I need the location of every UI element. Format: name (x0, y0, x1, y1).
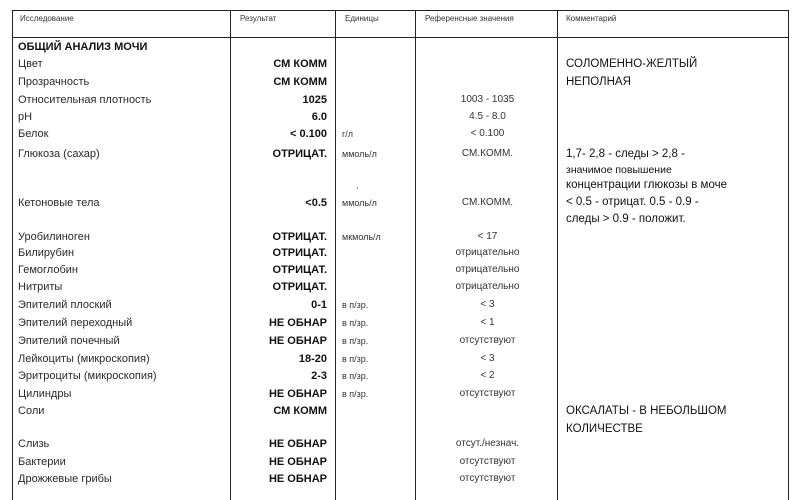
row-result: ОТРИЦАТ. (272, 247, 327, 259)
row-result: НЕ ОБНАР (268, 438, 327, 450)
column-divider (335, 10, 336, 500)
row-reference: < 0.100 (470, 128, 505, 139)
row-units: ммоль/л (342, 198, 377, 208)
header-result: Результат (240, 14, 277, 23)
row-name: Билирубин (18, 247, 75, 259)
column-divider (230, 10, 231, 500)
row-result: ОТРИЦАТ. (272, 264, 327, 276)
row-result: 18-20 (298, 353, 327, 365)
row-units: в п/зр. (342, 318, 369, 328)
row-name: pH (18, 111, 33, 123)
row-units: в п/зр. (342, 389, 369, 399)
row-name: Уробилиноген (18, 231, 90, 243)
row-result: 1025 (302, 94, 327, 106)
row-result: ОТРИЦАТ. (272, 231, 327, 243)
row-name: Кетоновые тела (18, 197, 100, 209)
row-reference: СМ.КОММ. (461, 197, 514, 208)
row-name: Глюкоза (сахар) (18, 148, 100, 160)
column-divider (557, 10, 558, 500)
row-name: Относительная плотность (18, 94, 152, 106)
row-units: в п/зр. (342, 336, 369, 346)
column-divider (415, 10, 416, 500)
comment-color: СОЛОМЕННО-ЖЕЛТЫЙ (566, 58, 698, 70)
row-name: Эпителий почечный (18, 335, 120, 347)
row-result: НЕ ОБНАР (268, 456, 327, 468)
row-units: ммоль/л (342, 149, 377, 159)
row-reference: 4.5 - 8.0 (469, 111, 506, 122)
row-result: ОТРИЦАТ. (272, 281, 327, 293)
row-name: Цилиндры (18, 388, 72, 400)
row-result: НЕ ОБНАР (268, 335, 327, 347)
comment-salts-line: КОЛИЧЕСТВЕ (566, 423, 643, 435)
header-divider (12, 37, 789, 38)
row-units: г/л (342, 129, 354, 139)
comment-glucose-line: 1,7- 2,8 - следы > 2,8 - (566, 148, 685, 160)
header-comment: Комментарий (566, 14, 617, 23)
row-units: в п/зр. (342, 300, 369, 310)
row-result: < 0.100 (289, 128, 327, 140)
row-reference: < 3 (480, 299, 495, 310)
row-reference: отсутствуют (459, 456, 516, 467)
header-reference: Референсные значения (425, 14, 514, 23)
row-reference: отсутствуют (459, 388, 516, 399)
row-reference: отрицательно (455, 281, 520, 292)
row-reference: отсутствуют (459, 473, 516, 484)
comment-glucose-line: концентрации глюкозы в моче (566, 179, 727, 191)
row-name: Слизь (18, 438, 50, 450)
row-result: НЕ ОБНАР (268, 388, 327, 400)
row-name: Прозрачность (18, 76, 90, 88)
row-result: СМ КОММ (273, 405, 327, 417)
section-title: ОБЩИЙ АНАЛИЗ МОЧИ (18, 41, 148, 53)
row-reference: отсут./незнач. (455, 438, 520, 449)
row-name: Нитриты (18, 281, 63, 293)
row-result: 6.0 (311, 111, 327, 123)
row-reference: отрицательно (455, 264, 520, 275)
row-result: СМ КОММ (273, 76, 327, 88)
row-units: в п/зр. (342, 354, 369, 364)
row-name: Белок (18, 128, 49, 140)
row-result: НЕ ОБНАР (268, 317, 327, 329)
row-name: Лейкоциты (микроскопия) (18, 353, 150, 365)
row-result: СМ КОММ (273, 58, 327, 70)
row-reference: < 3 (480, 353, 495, 364)
comment-glucose-line: < 0.5 - отрицат. 0.5 - 0.9 - (566, 196, 699, 208)
row-name: Эпителий плоский (18, 299, 112, 311)
comment-salts-line: ОКСАЛАТЫ - В НЕБОЛЬШОМ (566, 405, 727, 417)
table-border-left (12, 10, 13, 500)
header-study: Исследование (20, 14, 74, 23)
row-reference: < 2 (480, 370, 495, 381)
stray-mark: , (356, 180, 359, 190)
row-name: Бактерии (18, 456, 66, 468)
row-name: Дрожжевые грибы (18, 473, 112, 485)
row-units: в п/зр. (342, 371, 369, 381)
row-result: <0.5 (305, 197, 327, 209)
row-name: Эпителий переходный (18, 317, 133, 329)
row-result: 2-3 (311, 370, 327, 382)
row-name: Цвет (18, 58, 43, 70)
row-result: ОТРИЦАТ. (272, 148, 327, 160)
table-border-right (788, 10, 789, 500)
row-name: Гемоглобин (18, 264, 78, 276)
row-reference: отсутствуют (459, 335, 516, 346)
row-reference: отрицательно (455, 247, 520, 258)
row-reference: < 17 (477, 231, 498, 242)
comment-glucose-line: значимое повышение (566, 164, 672, 176)
row-name: Соли (18, 405, 45, 417)
row-reference: СМ.КОММ. (461, 148, 514, 159)
comment-transparency: НЕПОЛНАЯ (566, 76, 631, 88)
row-name: Эритроциты (микроскопия) (18, 370, 157, 382)
row-units: мкмоль/л (342, 232, 381, 242)
row-result: 0-1 (311, 299, 327, 311)
table-border-top (12, 10, 789, 11)
row-reference: 1003 - 1035 (460, 94, 515, 105)
row-result: НЕ ОБНАР (268, 473, 327, 485)
header-units: Единицы (345, 14, 379, 23)
comment-glucose-line: следы > 0.9 - положит. (566, 213, 686, 225)
row-reference: < 1 (480, 317, 495, 328)
